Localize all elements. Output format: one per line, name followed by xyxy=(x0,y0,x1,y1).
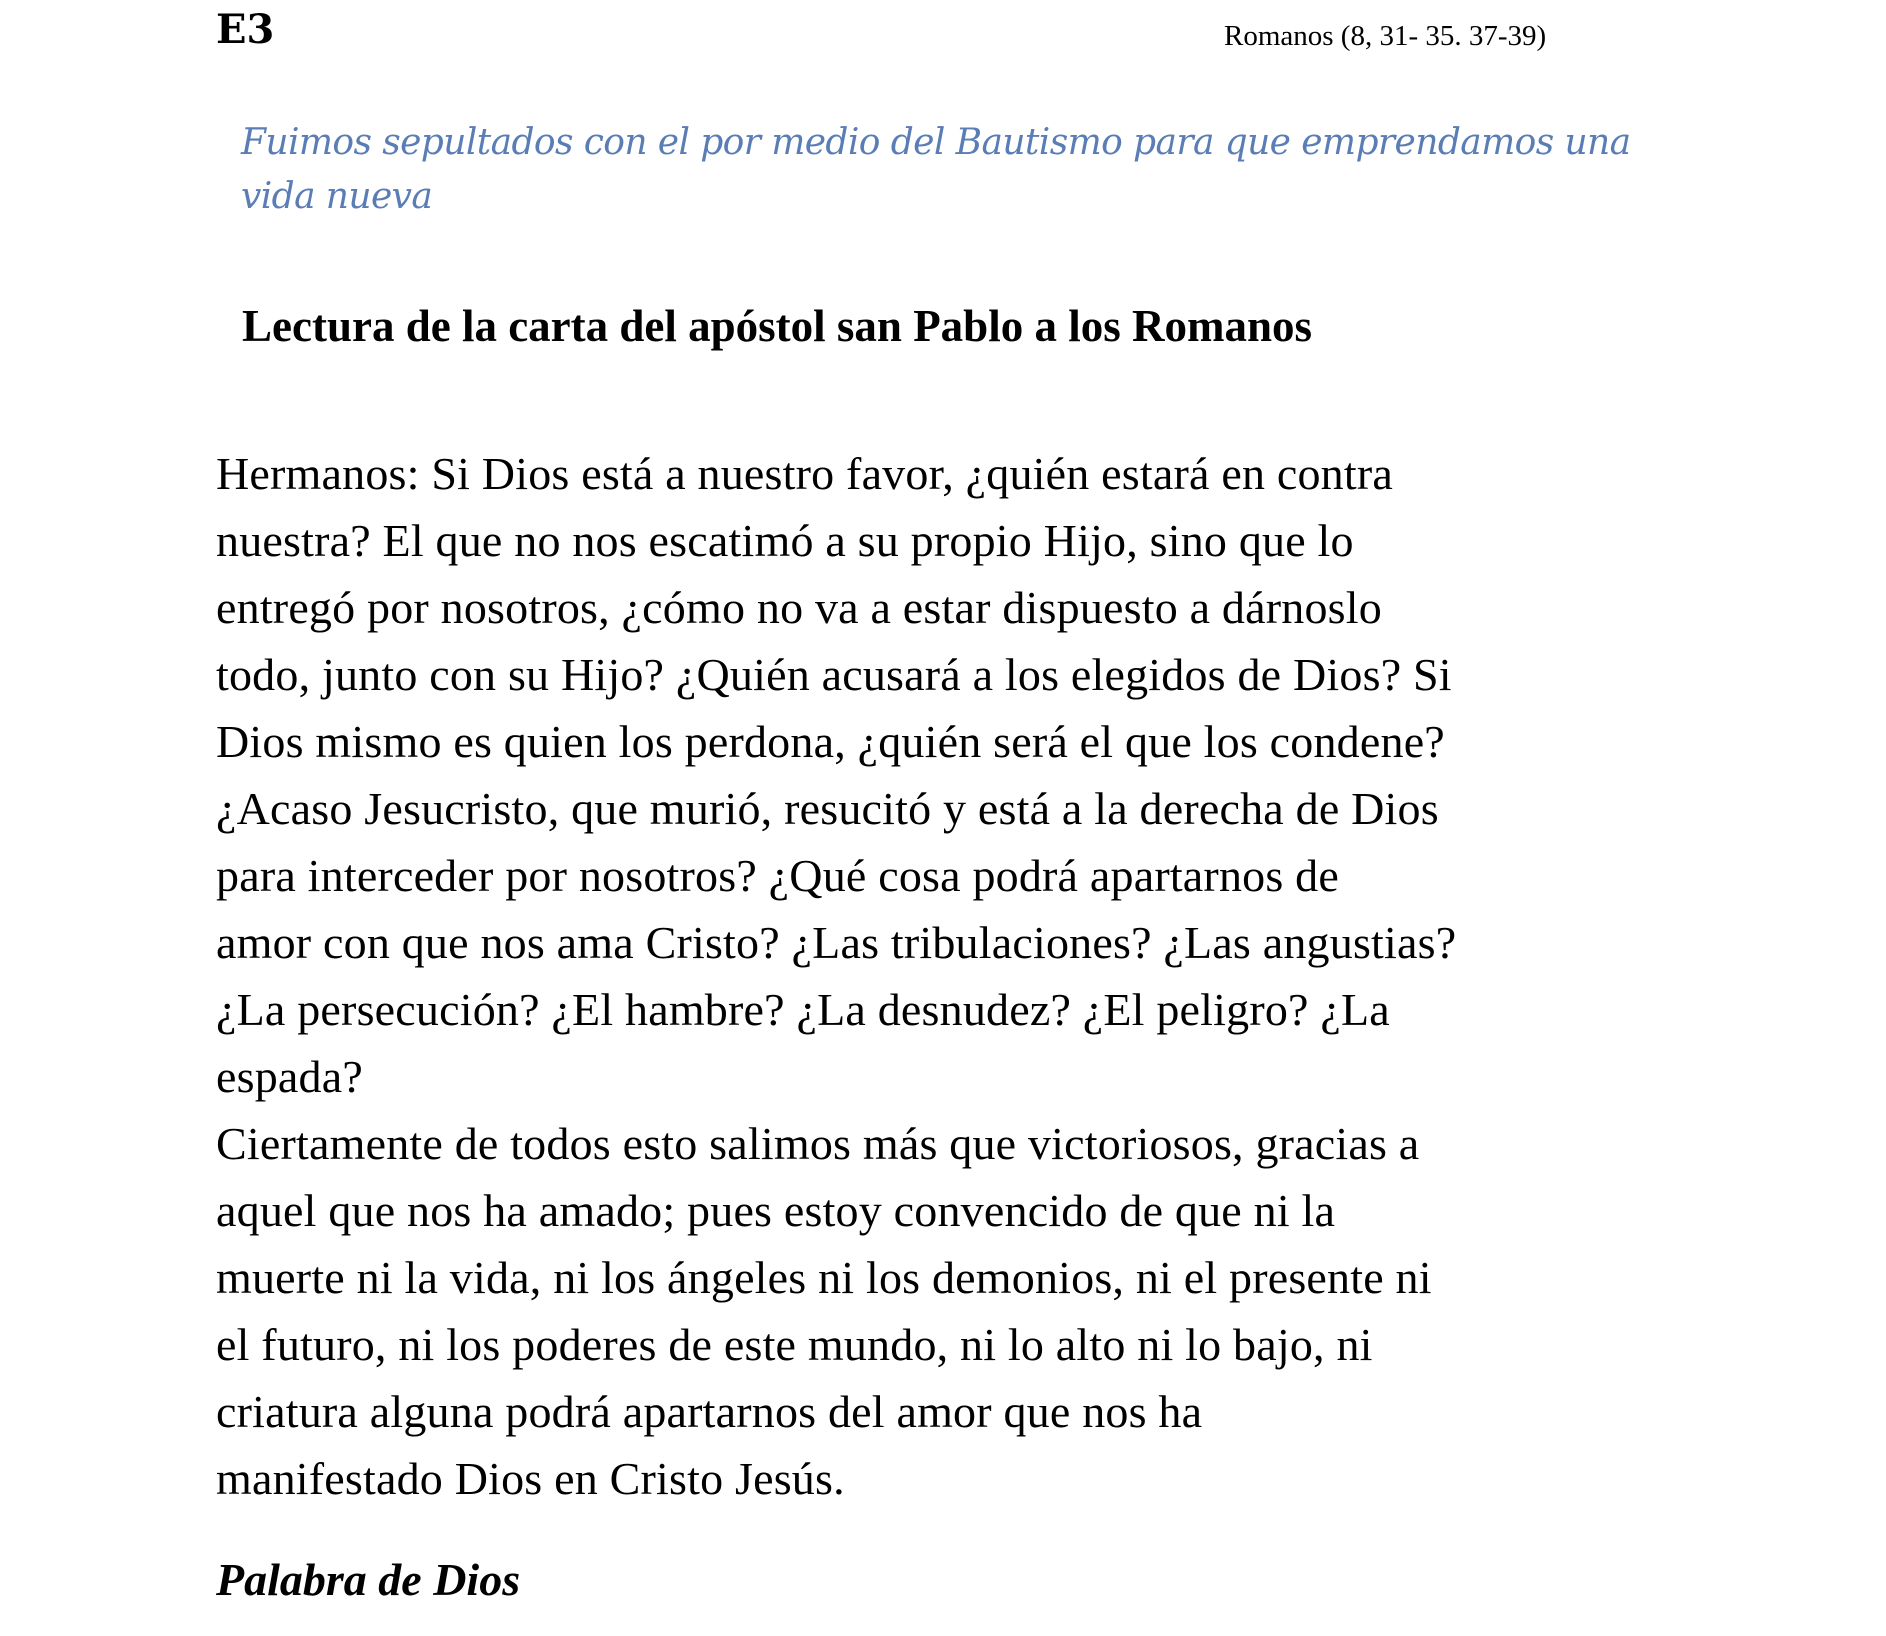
body-line: manifestado Dios en Cristo Jesús. xyxy=(216,1453,845,1504)
body-line: todo, junto con su Hijo? ¿Quién acusará a los elegidos de Dios? Si xyxy=(216,649,1452,700)
body-line: espada? xyxy=(216,1051,363,1102)
scripture-reference: Romanos (8, 31- 35. 37-39) xyxy=(1224,20,1547,52)
body-line: Ciertamente de todos esto salimos más que victoriosos, gracias a xyxy=(216,1118,1420,1169)
body-line: ¿Acaso Jesucristo, que murió, resucitó y está a la derecha de Dios xyxy=(216,783,1439,834)
body-line: para interceder por nosotros? ¿Qué cosa podrá apartarnos de xyxy=(216,850,1339,901)
closing-acclamation: Palabra de Dios xyxy=(216,1554,521,1605)
body-line: entregó por nosotros, ¿cómo no va a estar dispuesto a dárnoslo xyxy=(216,582,1382,633)
reading-heading: Lectura de la carta del apóstol san Pablo a los Romanos xyxy=(242,301,1313,351)
body-line: ¿La persecución? ¿El hambre? ¿La desnudez? ¿El peligro? ¿La xyxy=(216,984,1390,1035)
reading-subtitle: Fuimos sepultados con el por medio del Bautismo para que emprendamos una vida nueva xyxy=(241,122,1631,217)
body-line: aquel que nos ha amado; pues estoy convencido de que ni la xyxy=(216,1185,1336,1236)
reading-code: E3 xyxy=(216,6,275,53)
body-line: muerte ni la vida, ni los ángeles ni los demonios, ni el presente ni xyxy=(216,1252,1432,1303)
body-line: Hermanos: Si Dios está a nuestro favor, ¿quién estará en contra xyxy=(216,448,1393,499)
reading-body xyxy=(216,440,1716,1512)
body-line: Dios mismo es quien los perdona, ¿quién será el que los condene? xyxy=(216,716,1445,767)
body-line: amor con que nos ama Cristo? ¿Las tribulaciones? ¿Las angustias? xyxy=(216,917,1457,968)
body-line: criatura alguna podrá apartarnos del amor que nos ha xyxy=(216,1386,1203,1437)
body-line: nuestra? El que no nos escatimó a su propio Hijo, sino que lo xyxy=(216,515,1354,566)
body-line: el futuro, ni los poderes de este mundo, ni lo alto ni lo bajo, ni xyxy=(216,1319,1373,1370)
